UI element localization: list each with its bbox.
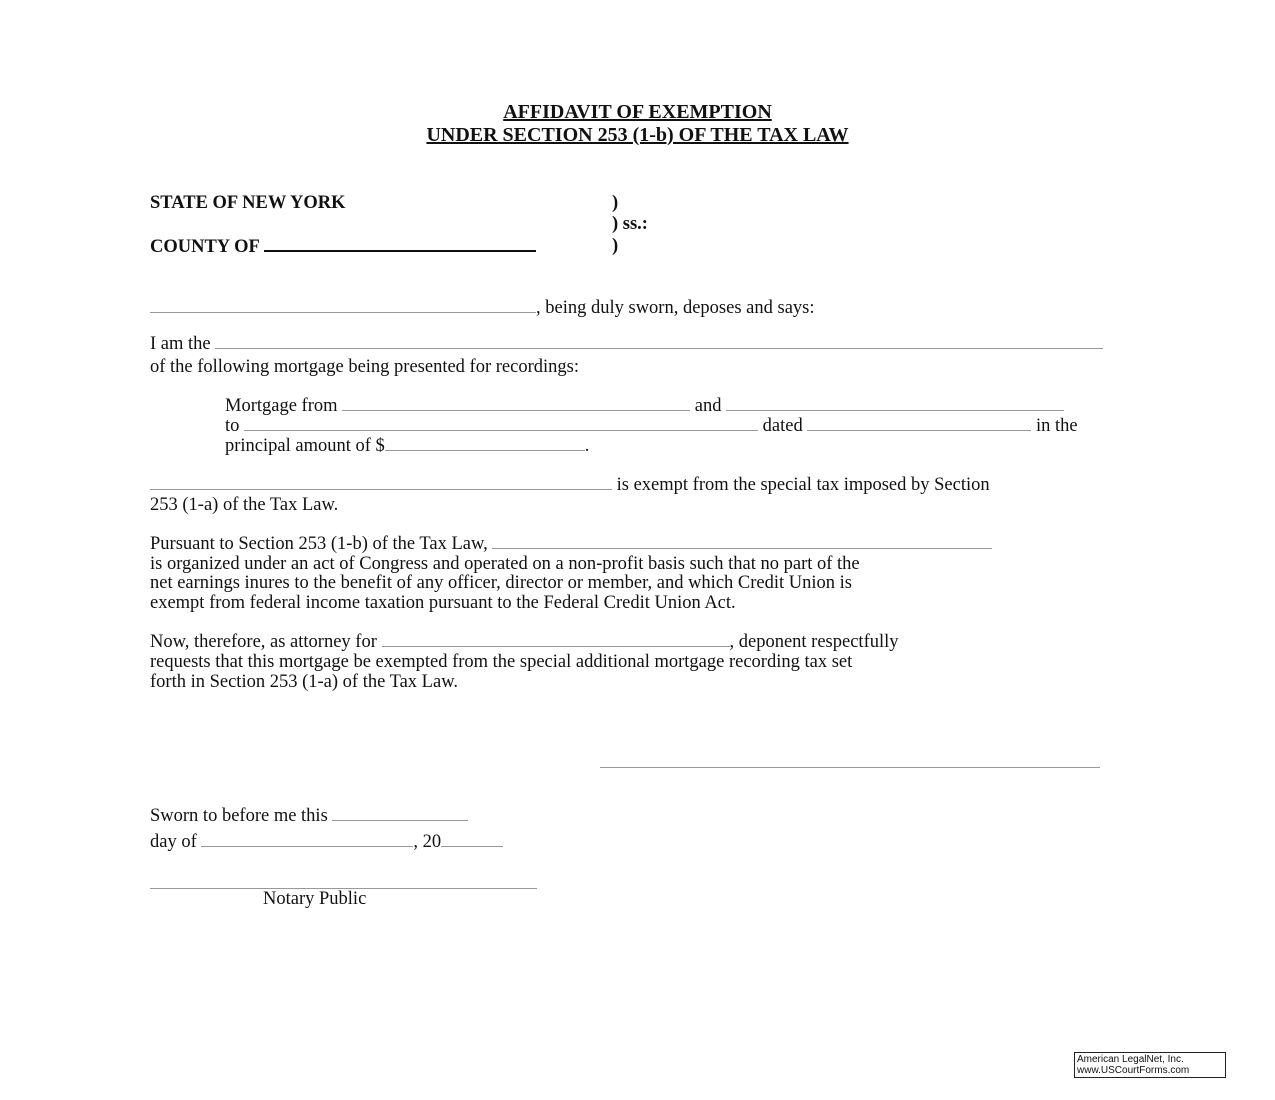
following-line: of the following mortgage being presented for recordings: [150, 357, 579, 377]
pursuant-line-3: net earnings inures to the benefit of any officer, director or member, and which Credit Union is [150, 573, 852, 593]
year-blank[interactable] [441, 832, 503, 847]
exempt-entity-blank[interactable] [150, 475, 612, 490]
county-label: COUNTY OF [150, 236, 536, 257]
pursuant-line-1: Pursuant to Section 253 (1-b) of the Tax Law, [150, 534, 992, 554]
month-blank[interactable] [201, 832, 413, 847]
deponent-line: , being duly sworn, deposes and says: [150, 298, 815, 318]
sworn-line: Sworn to before me this [150, 806, 468, 826]
notary-label: Notary Public [263, 889, 367, 909]
amount-blank[interactable] [385, 436, 585, 451]
exempt-line-1: is exempt from the special tax imposed by Section [150, 475, 990, 495]
publisher-stamp [1074, 1052, 1226, 1078]
county-blank[interactable] [264, 236, 536, 252]
i-am-line: I am the [150, 334, 1103, 354]
pursuant-line-4: exempt from federal income taxation pursuant to the Federal Credit Union Act. [150, 593, 736, 613]
mortgagor-blank[interactable] [342, 396, 690, 411]
publisher-name: American LegalNet, Inc. [1077, 1054, 1184, 1065]
ss-label: ) ss.: [612, 214, 648, 234]
state-label: STATE OF NEW YORK [150, 193, 346, 213]
now-line-3: forth in Section 253 (1-a) of the Tax Law. [150, 672, 458, 692]
exempt-line-2: 253 (1-a) of the Tax Law. [150, 495, 339, 515]
now-line-1: Now, therefore, as attorney for , deponent respectfully [150, 632, 899, 652]
mortgagor2-blank[interactable] [726, 396, 1064, 411]
paren-3: ) [612, 236, 619, 256]
day-of-line: day of , 20 [150, 832, 503, 852]
pursuant-line-2: is organized under an act of Congress and operated on a non-profit basis such that no part of the [150, 554, 860, 574]
mortgagee-blank[interactable] [244, 416, 758, 431]
publisher-url: www.USCourtForms.com [1077, 1065, 1190, 1076]
credit-union-blank[interactable] [492, 534, 992, 549]
deponent-signature-line[interactable] [600, 767, 1100, 768]
paren-1: ) [612, 193, 619, 213]
mortgage-to-line: to dated in the [225, 416, 1078, 436]
deponent-name-blank[interactable] [150, 298, 536, 313]
sworn-day-blank[interactable] [332, 806, 468, 821]
attorney-for-blank[interactable] [382, 632, 730, 647]
mortgage-from-line: Mortgage from and [225, 396, 1064, 416]
capacity-blank[interactable] [215, 334, 1103, 349]
title-line-1: AFFIDAVIT OF EXEMPTION [503, 101, 772, 123]
title-line-2: UNDER SECTION 253 (1-b) OF THE TAX LAW [426, 124, 849, 146]
principal-line: principal amount of $ . [225, 436, 590, 456]
now-line-2: requests that this mortgage be exempted from the special additional mortgage recording tax set [150, 652, 853, 672]
date-blank[interactable] [807, 416, 1031, 431]
